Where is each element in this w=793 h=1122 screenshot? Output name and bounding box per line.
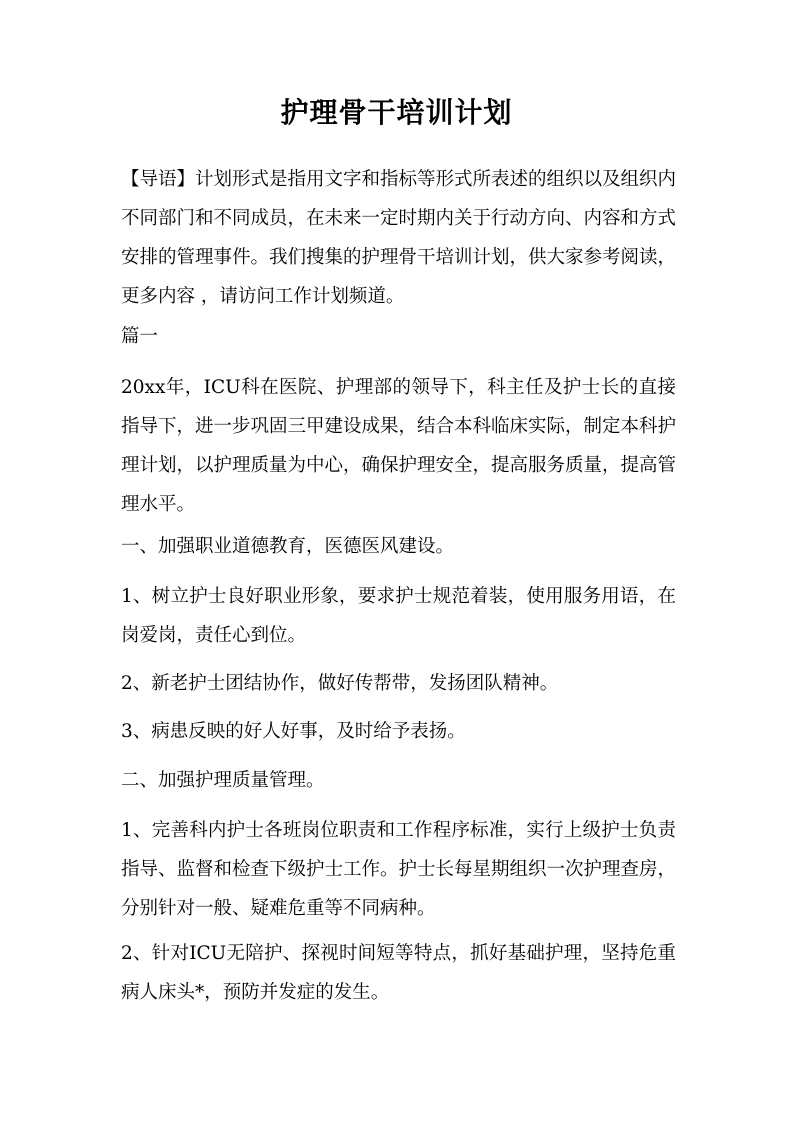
list-item: 2、针对ICU无陪护、探视时间短等特点，抓好基础护理，坚持危重病人床头*，预防并发症的发生。 (121, 943, 676, 1003)
document-title: 护理骨干培训计划 (280, 96, 513, 129)
list-item: 1、完善科内护士各班岗位职责和工作程序标准，实行上级护士负责指导、监督和检查下级护士工作。护士长每星期组织一次护理查房，分别针对一般、疑难危重等不同病种。 (121, 820, 677, 919)
intro-paragraph: 【导语】计划形式是指用文字和指标等形式所表述的组织以及组织内不同部门和不同成员，在未来一定时期内关于行动方向、内容和方式安排的管理事件。我们搜集的护理骨干培训计划，供大家参考阅读，更多内容 ，请访问工作计划频道。 (121, 169, 677, 307)
section-heading-2: 二、加强护理质量管理。 (121, 770, 325, 791)
list-item: 1、树立护士良好职业形象，要求护士规范着装，使用服务用语，在岗爱岗，责任心到位。 (121, 586, 676, 646)
body-paragraph: 20xx年，ICU科在医院、护理部的领导下，科主任及护士长的直接指导下，进一步巩固三甲建设成果，结合本科临床实际，制定本科护理计划，以护理质量为中心，确保护理安全，提高服务质量，提高管理水平。 (121, 377, 677, 515)
list-item: 2、新老护士团结协作，做好传帮带，发扬团队精神。 (121, 673, 559, 694)
list-item: 3、病患反映的好人好事，及时给予表扬。 (121, 721, 466, 742)
section-heading-part-one: 篇一 (121, 326, 159, 347)
section-heading-1: 一、加强职业道德教育，医德医风建设。 (121, 536, 455, 557)
